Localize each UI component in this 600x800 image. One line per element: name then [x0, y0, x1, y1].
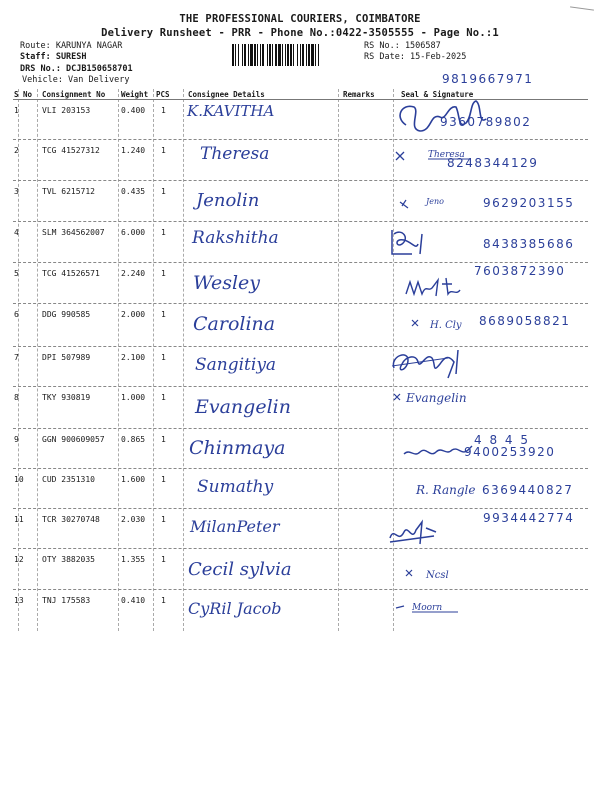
- row-weight: 2.030: [121, 515, 146, 524]
- signature-row-9-digits: 4 8 4 5: [474, 433, 530, 447]
- route-label: Route: KARUNYA NAGAR: [20, 41, 123, 51]
- row-weight: 1.355: [121, 555, 146, 564]
- signature-row-8: [392, 384, 482, 414]
- runsheet-subtitle: Delivery Runsheet - PRR - Phone No.:0422-3505555 - Page No.:1: [101, 27, 499, 39]
- row-pcs: 1: [161, 187, 166, 196]
- row-pcs: 1: [161, 106, 166, 115]
- row-consignee-handwritten: Theresa: [200, 144, 270, 164]
- row-consignment: TCR 30270748: [42, 515, 100, 524]
- row-sno: 9: [14, 435, 19, 444]
- col-weight: Weight: [121, 89, 149, 99]
- row-consignment: VLI 203153: [42, 106, 91, 115]
- page-edge-mark: [570, 6, 594, 10]
- signature-note: R. Rangle: [416, 483, 476, 497]
- row-weight: 1.600: [121, 475, 146, 484]
- row-phone-handwritten: 6369440827: [482, 483, 574, 497]
- row-pcs: 1: [161, 146, 166, 155]
- signature-row-7: [388, 344, 472, 384]
- row-pcs: 1: [161, 310, 166, 319]
- row-sno: 3: [14, 187, 19, 196]
- row-sno: 11: [14, 515, 24, 524]
- row-pcs: 1: [161, 228, 166, 237]
- signature-row-4: [388, 226, 438, 260]
- signature-note: Ncsl: [426, 570, 449, 581]
- signature-row-12: [404, 562, 484, 586]
- staff-label: Staff: SURESH: [20, 52, 87, 62]
- row-weight: 1.240: [121, 146, 146, 155]
- row-phone-handwritten: 9360789802: [440, 115, 532, 129]
- signature-row-13: [394, 598, 484, 618]
- row-phone-handwritten: 7603872390: [474, 264, 566, 278]
- row-consignee-handwritten: Rakshitha: [192, 228, 279, 248]
- row-consignee-handwritten: Sangitiya: [195, 355, 277, 375]
- signature-note: Jeno: [426, 197, 444, 206]
- row-pcs: 1: [161, 393, 166, 402]
- col-remarks: Remarks: [343, 89, 375, 99]
- row-sno: 2: [14, 146, 19, 155]
- signature-row-11: [386, 518, 446, 550]
- rs-date: RS Date: 15-Feb-2025: [364, 52, 467, 62]
- row-phone-handwritten: 9819667971: [442, 72, 534, 86]
- row-phone-handwritten: 9629203155: [483, 196, 575, 210]
- row-consignment: CUD 2351310: [42, 475, 95, 484]
- row-pcs: 1: [161, 555, 166, 564]
- row-consignee-handwritten: CyRil Jacob: [188, 599, 282, 618]
- row-consignee-handwritten: Carolina: [193, 313, 276, 335]
- col-consignee: Consignee Details: [188, 89, 265, 99]
- row-consignment: TCG 41526571: [42, 269, 100, 278]
- row-phone-handwritten: 8438385686: [483, 237, 575, 251]
- row-pcs: 1: [161, 475, 166, 484]
- row-consignee-handwritten: Sumathy: [197, 477, 274, 497]
- signature-note: Theresa: [428, 150, 465, 160]
- signature-row-5: [402, 274, 472, 304]
- row-weight: 1.000: [121, 393, 146, 402]
- row-phone-handwritten: 8248344129: [447, 156, 539, 170]
- col-sno: S No: [14, 89, 33, 99]
- row-pcs: 1: [161, 596, 166, 605]
- row-pcs: 1: [161, 435, 166, 444]
- signature-note: Evangelin: [406, 391, 467, 405]
- signature-row-9: [400, 428, 540, 474]
- row-phone-handwritten: 9400253920: [464, 445, 556, 459]
- company-title: THE PROFESSIONAL COURIERS, COIMBATORE: [179, 13, 421, 25]
- row-consignment: TNJ 175583: [42, 596, 91, 605]
- row-phone-handwritten: 8689058821: [479, 314, 571, 328]
- row-sno: 7: [14, 353, 19, 362]
- row-pcs: 1: [161, 269, 166, 278]
- row-weight: 6.000: [121, 228, 146, 237]
- row-consignee-handwritten: Jenolin: [196, 190, 260, 211]
- row-consignee-handwritten: Cecil sylvia: [188, 559, 292, 580]
- signature-row-1: [390, 95, 500, 145]
- row-sno: 10: [14, 475, 24, 484]
- row-weight: 2.240: [121, 269, 146, 278]
- row-sno: 5: [14, 269, 19, 278]
- row-sno: 12: [14, 555, 24, 564]
- col-signature: Seal & Signature: [401, 89, 474, 99]
- row-consignment: TKY 930819: [42, 393, 91, 402]
- row-consignee-handwritten: Chinmaya: [189, 437, 286, 459]
- row-phone-handwritten: 9934442774: [483, 511, 575, 525]
- row-consignee-handwritten: MilanPeter: [190, 517, 280, 536]
- row-consignment: TCG 41527312: [42, 146, 100, 155]
- row-consignment: GGN 900609057: [42, 435, 105, 444]
- row-sno: 6: [14, 310, 19, 319]
- row-consignee-handwritten: K.KAVITHA: [187, 102, 275, 120]
- col-consignment: Consignment No: [42, 89, 106, 99]
- row-pcs: 1: [161, 353, 166, 362]
- signature-note: Moorn: [412, 603, 443, 613]
- row-weight: 2.000: [121, 310, 146, 319]
- row-weight: 0.435: [121, 187, 146, 196]
- vehicle-label: Vehicle: Van Delivery: [22, 75, 130, 85]
- col-pcs: PCS: [156, 89, 170, 99]
- row-sno: 1: [14, 106, 19, 115]
- row-consignment: SLM 364562007: [42, 228, 105, 237]
- row-consignment: DDG 990585: [42, 310, 91, 319]
- row-sno: 13: [14, 596, 24, 605]
- row-consignment: TVL 6215712: [42, 187, 95, 196]
- signature-row-2: [392, 142, 492, 178]
- row-sno: 4: [14, 228, 19, 237]
- row-consignee-handwritten: Wesley: [193, 272, 261, 294]
- row-weight: 2.100: [121, 353, 146, 362]
- signature-row-10: [412, 478, 502, 502]
- row-pcs: 1: [161, 515, 166, 524]
- row-weight: 0.865: [121, 435, 146, 444]
- row-consignment: OTY 3882035: [42, 555, 95, 564]
- row-weight: 0.410: [121, 596, 146, 605]
- barcode-image: [232, 44, 356, 66]
- row-weight: 0.400: [121, 106, 146, 115]
- row-consignee-handwritten: Evangelin: [195, 396, 291, 418]
- signature-row-3: [396, 192, 476, 216]
- row-consignment: DPI 507989: [42, 353, 91, 362]
- signature-row-6: [410, 312, 480, 336]
- drs-label: DRS No.: DCJB150658701: [20, 64, 133, 74]
- signature-note: H. Cly: [430, 320, 462, 331]
- rs-number: RS No.: 1506587: [364, 41, 441, 51]
- row-sno: 8: [14, 393, 19, 402]
